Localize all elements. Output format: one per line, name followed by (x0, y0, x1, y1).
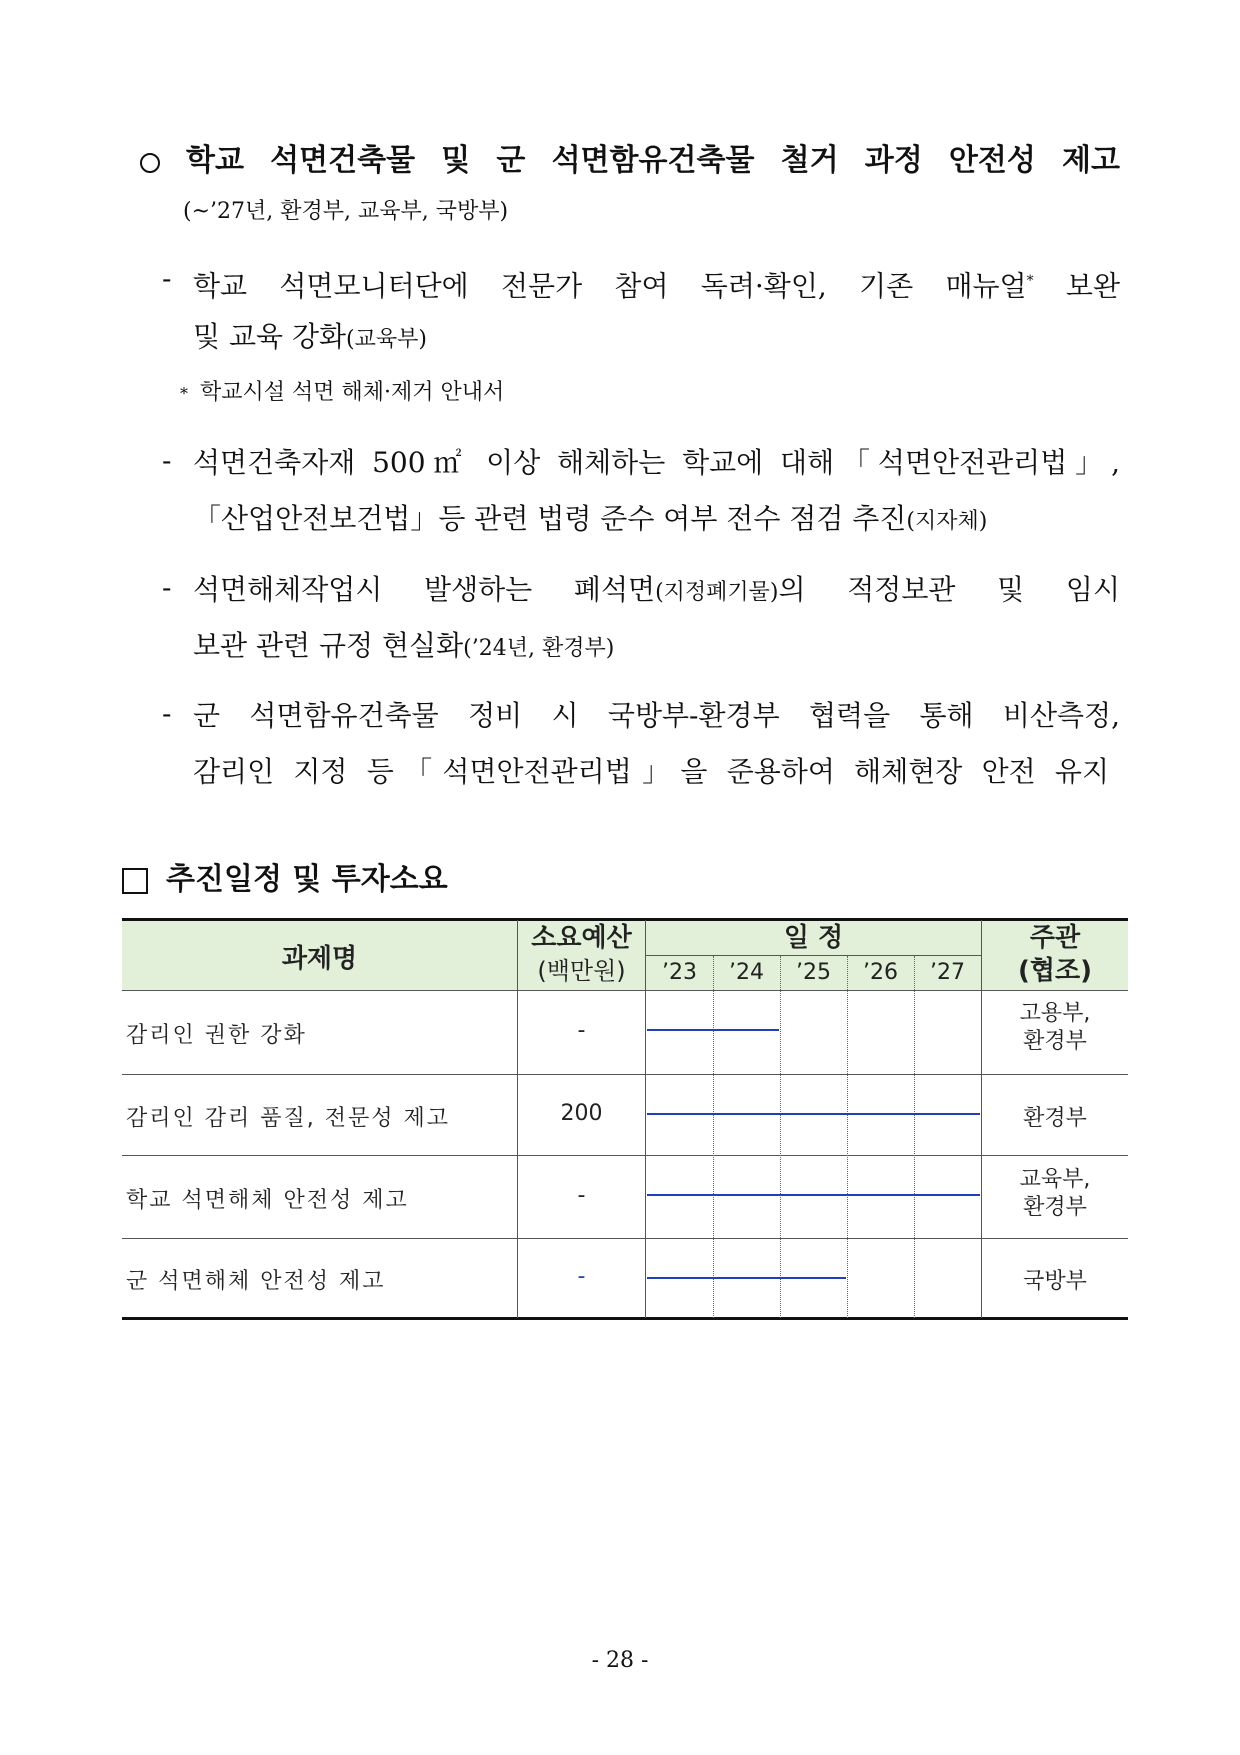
row-budget: - (577, 1264, 586, 1289)
dash-bullet: - (162, 697, 172, 730)
section-title: 학교 석면건축물 및 군 석면함유건축물 철거 과정 안전성 제고 (186, 143, 1120, 178)
table-bottom-border (122, 1317, 1128, 1320)
item1-note-text: 학교시설 석면 해체·제거 안내서 (200, 380, 505, 405)
item1-note (180, 378, 504, 409)
dash-bullet: - (162, 571, 172, 604)
item2-line2 (193, 500, 987, 541)
item3-line2-text: 보관 관련 규정 현실화 (193, 629, 464, 662)
item1-line1-end: 보완 (1065, 269, 1121, 303)
square-bullet-icon (122, 868, 148, 894)
header-lead-sub: (협조) (1018, 956, 1092, 986)
dash-bullet: - (162, 444, 172, 477)
item1-line2-agency: (교육부) (346, 327, 427, 352)
year-divider (847, 956, 848, 1318)
row-lead-line1: 국방부 (1023, 1269, 1087, 1294)
year-label-26: ’26 (863, 960, 898, 985)
header-bottom-line (122, 990, 1128, 991)
item2-line1: 석면건축자재 500㎡ 이상 해체하는 학교에 대해「석면안전관리법」, (193, 446, 1120, 479)
gantt-bar (647, 1277, 846, 1279)
row-task: 학교 석면해체 안전성 제고 (126, 1188, 409, 1213)
page-number: - 28 - (591, 1648, 649, 1673)
year-divider (780, 956, 781, 1318)
gantt-bar (647, 1194, 980, 1196)
year-label-24: ’24 (729, 960, 764, 985)
dash-bullet: - (162, 262, 172, 295)
row-task: 감리인 권한 강화 (126, 1023, 307, 1048)
item3-line2 (193, 627, 614, 668)
item3-line1-a: 석면해체작업시 발생하는 폐석면 (193, 573, 656, 606)
row-lead-line1: 환경부 (1023, 1106, 1087, 1131)
gantt-bar (647, 1113, 980, 1115)
item4-line2: 감리인 지정 등「석면안전관리법」을 준용하여 해체현장 안전 유지 (193, 755, 1109, 788)
year-label-27: ’27 (930, 960, 965, 985)
item1-line2 (193, 318, 427, 359)
gantt-bar (647, 1029, 779, 1031)
item1-line1-text: 학교 석면모니터단에 전문가 참여 독려·확인, 기존 매뉴얼 (193, 269, 1027, 303)
section2-title: 추진일정 및 투자소요 (166, 862, 448, 897)
section-subtitle: (~’27년, 환경부, 교육부, 국방부) (183, 199, 509, 224)
year-divider (914, 956, 915, 1318)
item3-line2-small: (’24년, 환경부) (463, 636, 615, 661)
header-subline (646, 955, 982, 956)
item3-line1-b: 의 적정보관 및 임시 (778, 573, 1120, 606)
row-lead-line2: 환경부 (1023, 1195, 1087, 1220)
row-lead-line1: 고용부, (1019, 1001, 1091, 1026)
header-budget: 소요예산 (531, 923, 632, 953)
row-task: 군 석면해체 안전성 제고 (126, 1269, 386, 1294)
item2-line2-agency: (지자체) (906, 509, 988, 534)
year-divider (713, 956, 714, 1318)
row-budget: - (577, 1183, 586, 1208)
year-label-25: ’25 (796, 960, 831, 985)
row-lead-line1: 교육부, (1019, 1167, 1091, 1192)
header-schedule: 일 정 (783, 923, 844, 953)
row-line (122, 1238, 1128, 1239)
item3-line1 (193, 571, 1120, 612)
year-label-23: ’23 (662, 960, 697, 985)
item3-line1-small: (지정폐기물) (655, 580, 779, 605)
row-budget: - (577, 1018, 586, 1043)
note-mark: * (180, 384, 188, 403)
footnote-mark: * (1026, 273, 1034, 289)
row-lead-line2: 환경부 (1023, 1029, 1087, 1054)
header-task: 과제명 (281, 944, 358, 974)
item4-line1: 군 석면함유건축물 정비 시 국방부-환경부 협력을 통해 비산측정, (193, 699, 1120, 732)
header-budget-unit: (백만원) (537, 957, 626, 985)
row-budget: 200 (560, 1101, 603, 1126)
header-lead: 주관 (1029, 923, 1081, 953)
item1-line1 (193, 262, 1120, 305)
item2-line2-text: 「산업안전보건법」등 관련 법령 준수 여부 전수 점검 추진 (193, 502, 907, 535)
row-task: 감리인 감리 품질, 전문성 제고 (126, 1106, 450, 1131)
table-top-border (122, 918, 1128, 921)
item1-line2-text: 및 교육 강화 (193, 320, 347, 353)
row-line (122, 1155, 1128, 1156)
circle-bullet-icon (140, 153, 160, 173)
row-line (122, 1074, 1128, 1075)
